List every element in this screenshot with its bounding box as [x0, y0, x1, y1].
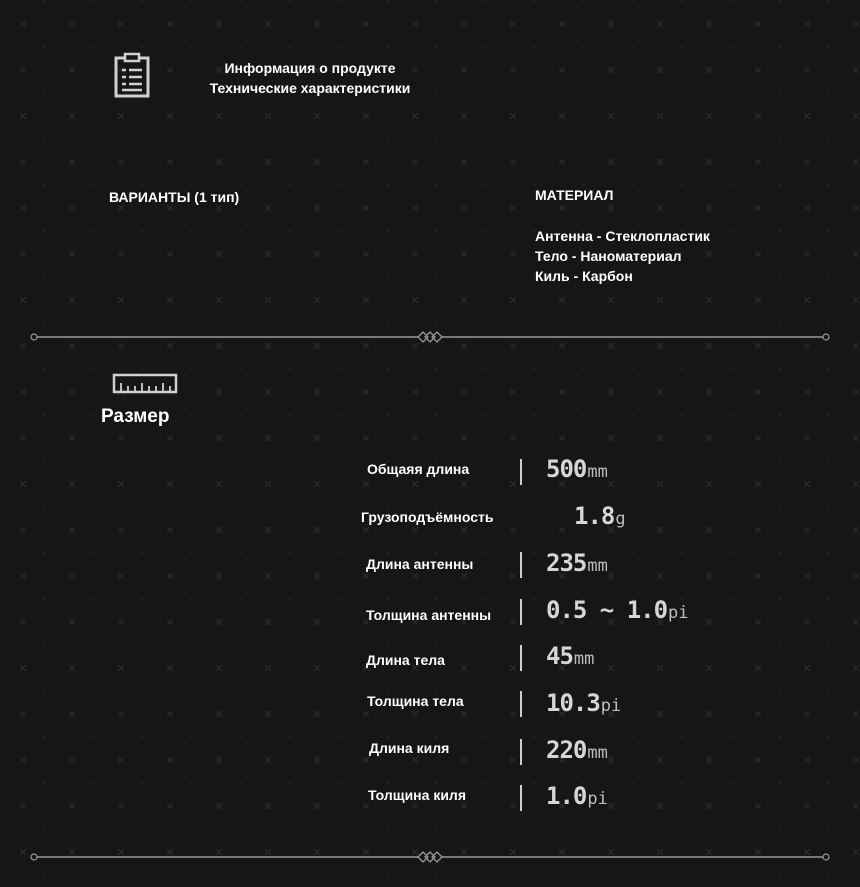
- page-title-line2: Технические характеристики: [209, 80, 411, 96]
- spec-label: Длина антенны: [366, 556, 474, 572]
- spec-separator: [520, 785, 522, 811]
- spec-value: [546, 736, 608, 764]
- spec-value: [546, 596, 689, 624]
- spec-value-number: 0.5 ~ 1.0: [546, 596, 668, 624]
- spec-value-unit: pi: [668, 603, 689, 623]
- spec-value-number: 10.3: [546, 689, 600, 717]
- spec-value-unit: pi: [587, 789, 608, 809]
- section-divider: [28, 848, 832, 866]
- spec-label: Толщина киля: [368, 787, 466, 803]
- spec-separator: [520, 552, 522, 578]
- spec-separator: [520, 459, 522, 485]
- spec-value-number: 1.8: [574, 502, 615, 530]
- spec-separator: [520, 691, 522, 717]
- spec-value: [574, 502, 626, 530]
- spec-value: [546, 782, 608, 810]
- spec-value: [546, 689, 621, 717]
- spec-label: Грузоподъёмность: [361, 509, 494, 525]
- spec-value: [546, 455, 608, 483]
- spec-separator: [520, 739, 522, 765]
- spec-value-number: 220: [546, 736, 587, 764]
- spec-label: Длина киля: [369, 740, 450, 756]
- material-item: Антенна - Стеклопластик: [535, 228, 710, 244]
- spec-value-unit: g: [615, 509, 626, 529]
- spec-value-number: 45: [546, 642, 573, 670]
- material-title: МАТЕРИАЛ: [535, 187, 614, 203]
- spec-value: [546, 642, 594, 670]
- spec-label: Толщина антенны: [366, 607, 492, 623]
- spec-value-unit: pi: [600, 696, 622, 716]
- page-title: [160, 58, 460, 98]
- spec-separator: [520, 645, 522, 671]
- spec-value-number: 235: [546, 549, 587, 577]
- spec-label: Толщина тела: [367, 693, 464, 709]
- spec-value-number: 500: [546, 455, 587, 483]
- variants-title: ВАРИАНТЫ (1 тип): [109, 189, 240, 205]
- spec-label: Длина тела: [366, 652, 445, 668]
- section-divider: [28, 328, 832, 346]
- spec-label: Общаяя длина: [367, 461, 470, 477]
- page-title-line1: Информация о продукте: [224, 60, 396, 76]
- material-item: Киль - Карбон: [535, 268, 633, 284]
- clipboard-icon: [112, 52, 152, 105]
- spec-separator: [520, 599, 522, 625]
- spec-value-unit: mm: [573, 649, 595, 669]
- ruler-icon: [112, 373, 178, 400]
- spec-value-unit: mm: [587, 556, 608, 576]
- spec-value-unit: mm: [587, 462, 608, 482]
- size-title: Размер: [101, 406, 170, 427]
- material-list: [535, 226, 710, 286]
- material-item: Тело - Наноматериал: [535, 248, 682, 264]
- spec-value: [546, 549, 608, 577]
- spec-value-number: 1.0: [546, 782, 587, 810]
- spec-value-unit: mm: [587, 743, 608, 763]
